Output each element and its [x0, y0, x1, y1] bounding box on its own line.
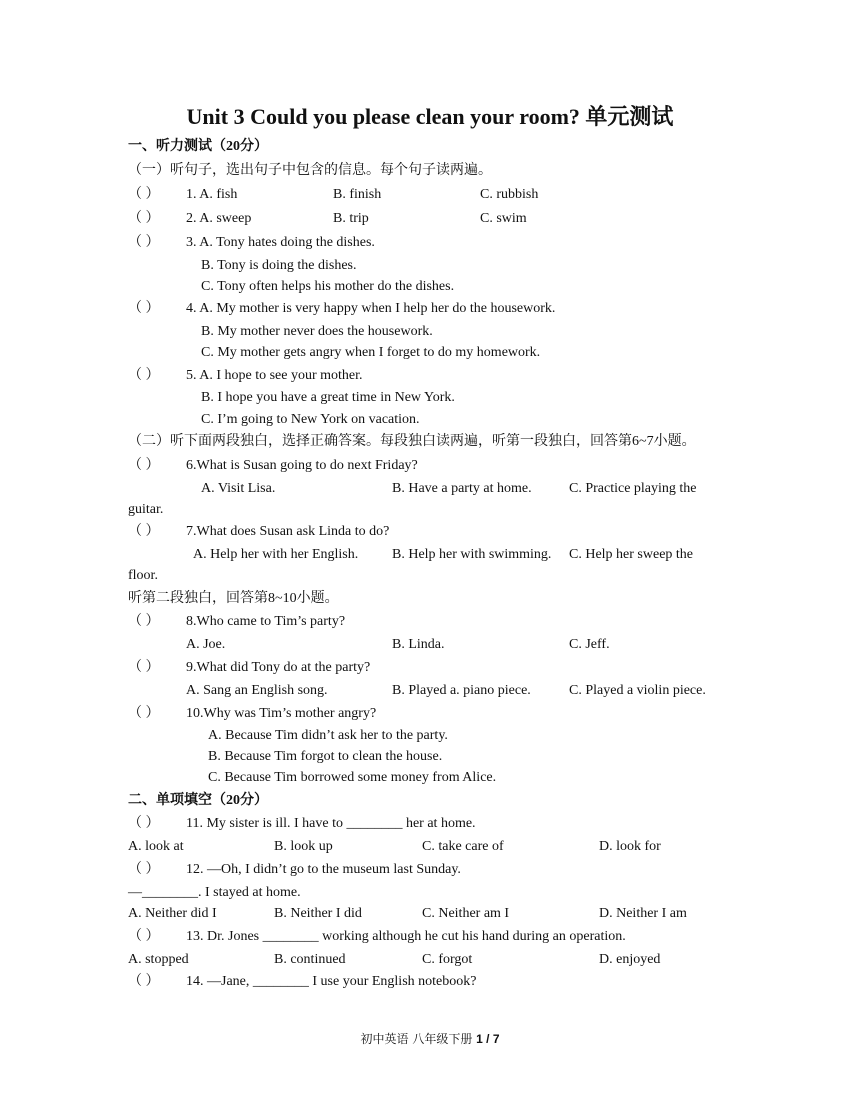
q8-option-b: B. Linda. — [392, 637, 445, 652]
question-5: 5. A. I hope to see your mother. — [186, 368, 363, 383]
question-14: 14. —Jane, ________ I use your English notebook? — [186, 974, 477, 989]
q3-option-b: B. Tony is doing the dishes. — [201, 258, 357, 273]
footer-text: 初中英语 八年级下册 — [360, 1032, 477, 1046]
answer-paren: （ ） — [128, 929, 160, 944]
q2-option-b: B. trip — [333, 211, 369, 226]
q10-option-b: B. Because Tim forgot to clean the house. — [208, 749, 443, 764]
answer-paren: （ ） — [128, 816, 160, 831]
q5-option-b: B. I hope you have a great time in New York. — [201, 390, 455, 405]
q11-option-b: B. look up — [274, 839, 333, 854]
q7-option-a: A. Help her with her English. — [193, 547, 359, 562]
part2-instruction: （二）听下面两段独白，选择正确答案。每段独白读两遍，听第一段独白，回答第6~7小题。 — [128, 434, 696, 449]
q4-option-c: C. My mother gets angry when I forget to do my homework. — [201, 345, 541, 360]
question-1: 1. A. fish — [186, 187, 238, 202]
q7-option-c-continued: floor. — [128, 568, 158, 583]
q10-option-c: C. Because Tim borrowed some money from Alice. — [208, 770, 497, 785]
part1-instruction: （一）听句子，选出句子中包含的信息。每个句子读两遍。 — [128, 163, 492, 178]
q5-option-c: C. I’m going to New York on vacation. — [201, 412, 420, 427]
q12-option-a: A. Neither did I — [128, 906, 217, 921]
question-2: 2. A. sweep — [186, 211, 252, 226]
section-single-choice-heading: 二、单项填空（20分） — [128, 793, 268, 808]
page-title: Unit 3 Could you please clean your room? 单元测试 — [186, 104, 674, 129]
q6-option-c: C. Practice playing the — [569, 481, 697, 496]
section-listening-heading: 一、听力测试（20分） — [128, 139, 268, 154]
answer-paren: （ ） — [128, 974, 160, 989]
q12-option-b: B. Neither I did — [274, 906, 362, 921]
q11-option-d: D. look for — [599, 839, 661, 854]
q6-option-b: B. Have a party at home. — [392, 481, 532, 496]
q6-option-c-continued: guitar. — [128, 502, 164, 517]
question-9: 9.What did Tony do at the party? — [186, 660, 371, 675]
q9-option-c: C. Played a violin piece. — [569, 683, 706, 698]
q9-option-b: B. Played a. piano piece. — [392, 683, 531, 698]
q11-option-a: A. look at — [128, 839, 184, 854]
answer-paren: （ ） — [128, 458, 160, 473]
answer-paren: （ ） — [128, 235, 160, 250]
q13-option-c: C. forgot — [422, 952, 473, 967]
q2-option-c: C. swim — [480, 211, 527, 226]
q3-option-c: C. Tony often helps his mother do the dishes. — [201, 279, 455, 294]
q8-option-c: C. Jeff. — [569, 637, 610, 652]
question-12-line2: —________. I stayed at home. — [128, 885, 301, 900]
question-3: 3. A. Tony hates doing the dishes. — [186, 235, 375, 250]
q11-option-c: C. take care of — [422, 839, 504, 854]
question-4: 4. A. My mother is very happy when I help her do the housework. — [186, 301, 556, 316]
page-number: 1 / 7 — [476, 1032, 500, 1046]
question-11: 11. My sister is ill. I have to ________ her at home. — [186, 816, 476, 831]
question-10: 10.Why was Tim’s mother angry? — [186, 706, 377, 721]
q12-option-c: C. Neither am I — [422, 906, 510, 921]
part2b-instruction: 听第二段独白，回答第8~10小题。 — [128, 591, 339, 606]
q7-option-c: C. Help her sweep the — [569, 547, 694, 562]
q13-option-b: B. continued — [274, 952, 346, 967]
q1-option-c: C. rubbish — [480, 187, 539, 202]
q9-option-a: A. Sang an English song. — [186, 683, 328, 698]
page-footer — [0, 1031, 860, 1047]
question-7: 7.What does Susan ask Linda to do? — [186, 524, 390, 539]
question-8: 8.Who came to Tim’s party? — [186, 614, 346, 629]
q13-option-d: D. enjoyed — [599, 952, 661, 967]
q7-option-b: B. Help her with swimming. — [392, 547, 552, 562]
question-13: 13. Dr. Jones ________ working although he cut his hand during an operation. — [186, 929, 626, 944]
question-12: 12. —Oh, I didn’t go to the museum last Sunday. — [186, 862, 461, 877]
answer-paren: （ ） — [128, 706, 160, 721]
q6-option-a: A. Visit Lisa. — [201, 481, 276, 496]
q1-option-b: B. finish — [333, 187, 382, 202]
answer-paren: （ ） — [128, 660, 160, 675]
answer-paren: （ ） — [128, 614, 160, 629]
answer-paren: （ ） — [128, 187, 160, 202]
answer-paren: （ ） — [128, 301, 160, 316]
answer-paren: （ ） — [128, 368, 160, 383]
q10-option-a: A. Because Tim didn’t ask her to the party. — [208, 728, 448, 743]
q12-option-d: D. Neither I am — [599, 906, 687, 921]
answer-paren: （ ） — [128, 524, 160, 539]
q13-option-a: A. stopped — [128, 952, 189, 967]
question-6: 6.What is Susan going to do next Friday? — [186, 458, 418, 473]
q4-option-b: B. My mother never does the housework. — [201, 324, 433, 339]
answer-paren: （ ） — [128, 211, 160, 226]
q8-option-a: A. Joe. — [186, 637, 226, 652]
answer-paren: （ ） — [128, 862, 160, 877]
